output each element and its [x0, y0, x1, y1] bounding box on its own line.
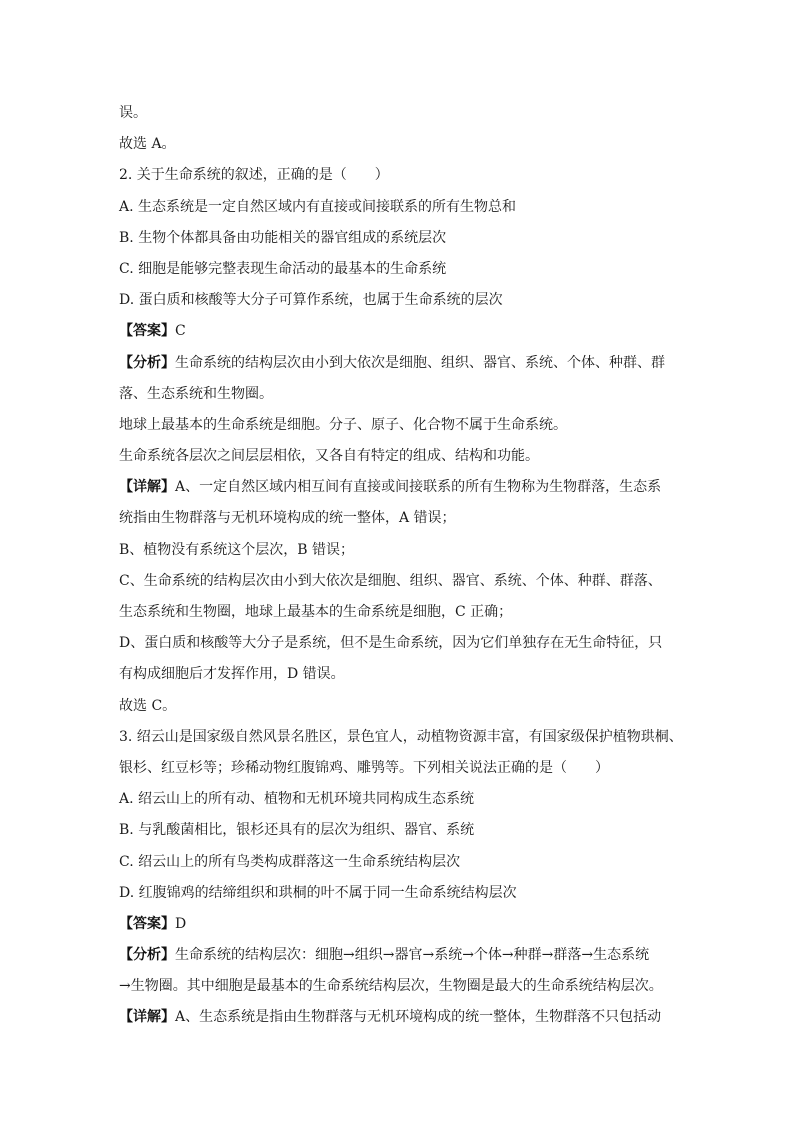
line-text: B. 生物个体都具备由功能相关的器官组成的系统层次 [119, 229, 447, 246]
line-text: 生态系统和生物圈，地球上最基本的生命系统是细胞，C 正确； [119, 604, 513, 620]
text-line [119, 98, 694, 129]
text-line [119, 597, 694, 628]
line-text: →生物圈。其中细胞是最基本的生命系统结构层次，生物圈是最大的生命系统结构层次。 [119, 978, 663, 995]
line-text: 故选 C。 [119, 697, 177, 714]
text-line [119, 410, 694, 441]
explanation-tag: 【详解】 [119, 479, 175, 496]
text-line [119, 535, 694, 566]
question-stem [119, 722, 694, 753]
option-b [119, 815, 694, 846]
line-text: D. 红腹锦鸡的结缔组织和珙桐的叶不属于同一生命系统结构层次 [119, 884, 517, 901]
line-text: 生命系统的结构层次：细胞→组织→器官→系统→个体→种群→群落→生态系统 [175, 947, 650, 964]
option-c [119, 847, 694, 878]
explanation-line [119, 472, 694, 503]
line-text: A. 生态系统是一定自然区域内有直接或间接联系的所有生物总和 [119, 198, 517, 215]
line-text: C [175, 323, 186, 340]
text-line [119, 971, 694, 1002]
text-line [119, 503, 694, 534]
option-a [119, 784, 694, 815]
answer-tag: 【答案】 [119, 915, 175, 932]
text-line [119, 753, 694, 784]
option-d [119, 285, 694, 316]
line-text: 生命系统的结构层次由小到大依次是细胞、组织、器官、系统、个体、种群、群 [175, 354, 665, 371]
analysis-tag: 【分析】 [119, 354, 175, 371]
text-line [119, 628, 694, 659]
text-line [119, 659, 694, 690]
line-text: 2. 关于生命系统的叙述，正确的是（ ） [119, 167, 389, 184]
line-text: D. 蛋白质和核酸等大分子可算作系统，也属于生命系统的层次 [119, 292, 503, 309]
line-text: 故选 A。 [119, 136, 176, 153]
line-text: D、蛋白质和核酸等大分子是系统，但不是生命系统，因为它们单独存在无生命特征，只 [119, 635, 663, 652]
line-text: 统指由生物群落与无机环境构成的统一整体，A 错误； [119, 510, 456, 527]
line-text: C、生命系统的结构层次由小到大依次是细胞、组织、器官、系统、个体、种群、群落、 [119, 572, 662, 589]
line-text: B、植物没有系统这个层次，B 错误； [119, 541, 355, 558]
answer-line [119, 316, 694, 347]
line-text: D [175, 915, 187, 932]
line-text: A、生态系统是指由生物群落与无机环境构成的统一整体，生物群落不只包括动 [175, 1009, 662, 1026]
explanation-line [119, 1002, 694, 1033]
line-text: A、一定自然区域内相互间有直接或间接联系的所有生物称为生物群落，生态系 [175, 479, 662, 496]
line-text: 银杉、红豆杉等；珍稀动物红腹锦鸡、雕鸮等。下列相关说法正确的是（ ） [119, 759, 609, 776]
document-body [119, 98, 694, 1034]
question-stem [119, 160, 694, 191]
text-line [119, 566, 694, 597]
answer-line [119, 909, 694, 940]
line-text: 有构成细胞后才发挥作用，D 错误。 [119, 666, 345, 683]
analysis-line [119, 348, 694, 379]
text-line [119, 379, 694, 410]
option-a [119, 192, 694, 223]
line-text: 误。 [119, 105, 147, 121]
text-line [119, 691, 694, 722]
option-d [119, 878, 694, 909]
line-text: C. 绍云山上的所有鸟类构成群落这一生命系统结构层次 [119, 853, 461, 870]
text-line [119, 441, 694, 472]
line-text: 落、生态系统和生物圈。 [119, 385, 273, 402]
line-text: B. 与乳酸菌相比，银杉还具有的层次为组织、器官、系统 [119, 822, 475, 839]
explanation-tag: 【详解】 [119, 1009, 175, 1026]
line-text: A. 绍云山上的所有动、植物和无机环境共同构成生态系统 [119, 791, 475, 808]
line-text: 地球上最基本的生命系统是细胞。分子、原子、化合物不属于生命系统。 [119, 416, 567, 433]
analysis-line [119, 940, 694, 971]
line-text: 3. 绍云山是国家级自然风景名胜区，景色宜人，动植物资源丰富，有国家级保护植物珙桐、 [119, 728, 683, 745]
text-line [119, 129, 694, 160]
answer-tag: 【答案】 [119, 323, 175, 340]
option-c [119, 254, 694, 285]
analysis-tag: 【分析】 [119, 947, 175, 964]
option-b [119, 223, 694, 254]
line-text: 生命系统各层次之间层层相依，又各自有特定的组成、结构和功能。 [119, 448, 539, 465]
line-text: C. 细胞是能够完整表现生命活动的最基本的生命系统 [119, 260, 447, 277]
